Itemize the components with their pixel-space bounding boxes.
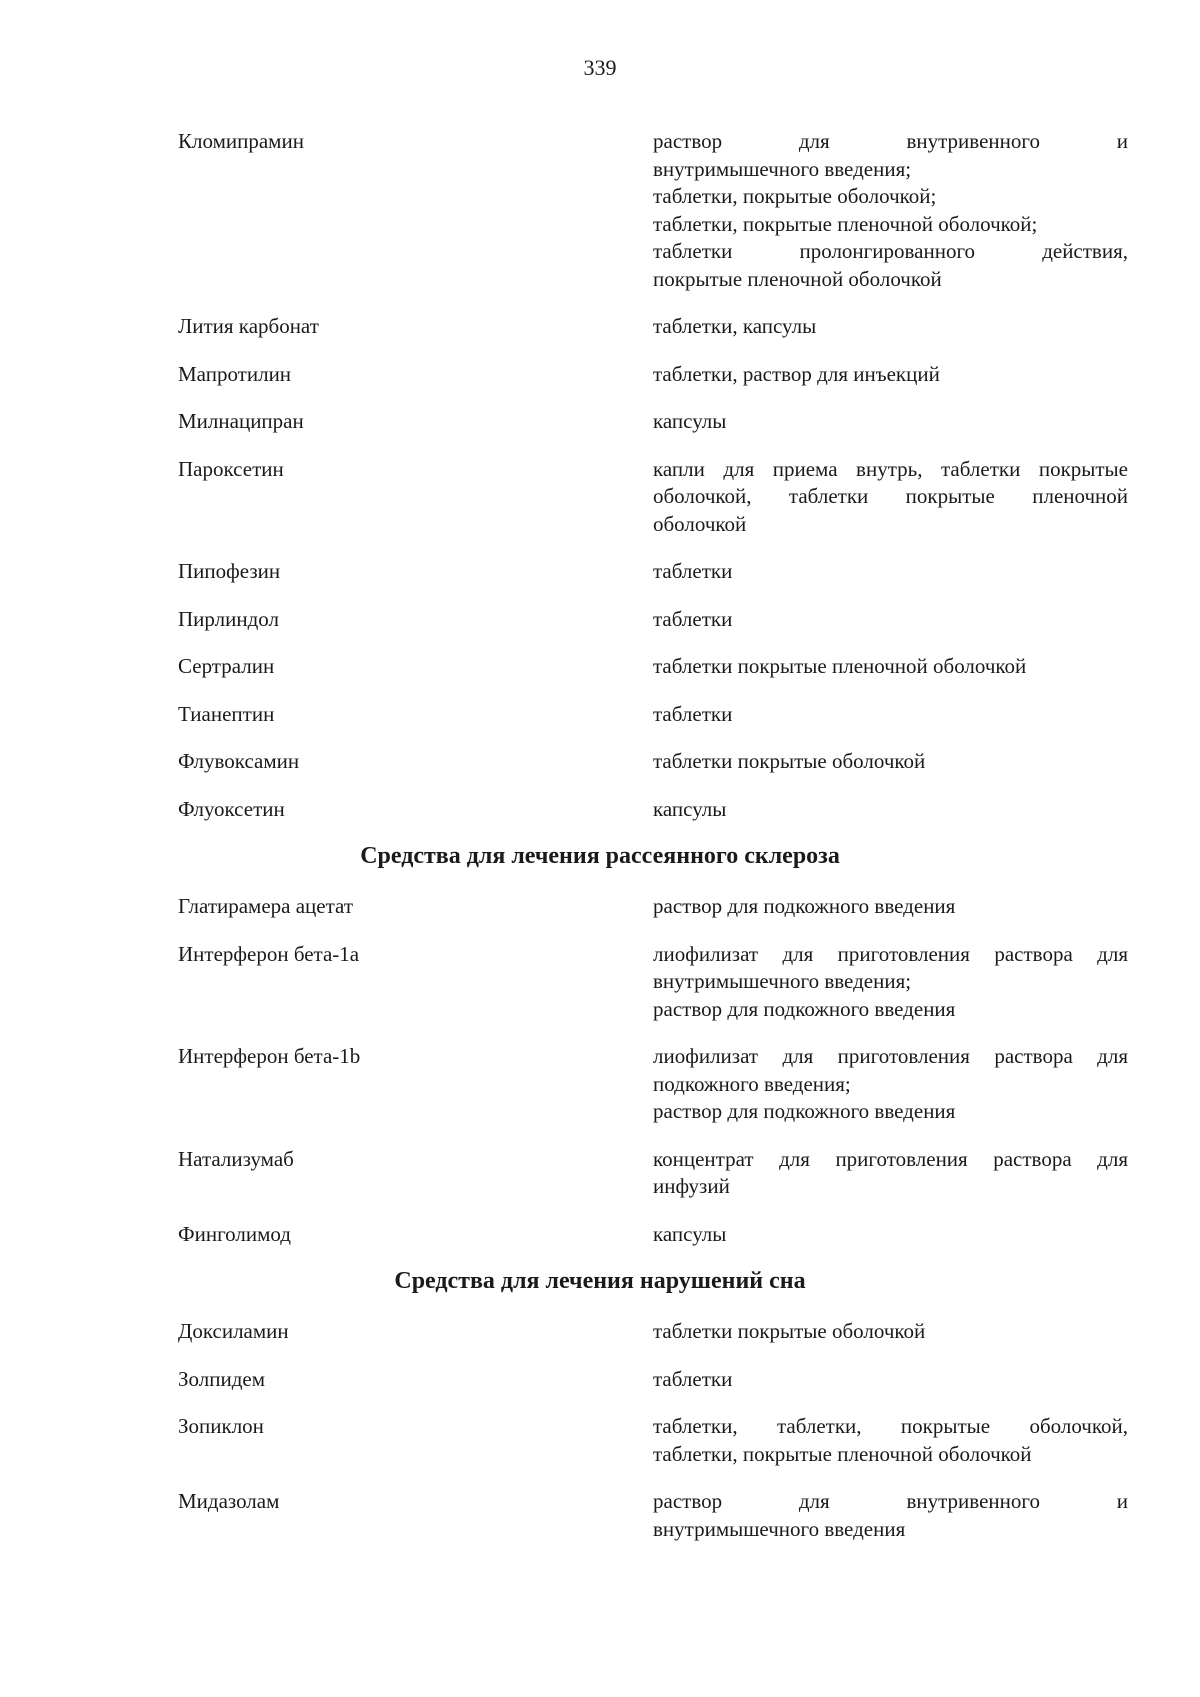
drug-name: Интерферон бета-1b xyxy=(178,1044,361,1068)
drug-name: Интерферон бета-1a xyxy=(178,941,360,966)
dosage-form-line: таблетки, раствор для инъекций xyxy=(653,361,940,386)
drug-name: Глатирамера ацетат xyxy=(178,894,354,918)
dosage-form-line: внутримышечного введения xyxy=(653,1516,906,1541)
dosage-form-line: капли для приема внутрь, таблетки покрытые xyxy=(653,456,1128,481)
drug-name: Пипофезин xyxy=(178,559,281,583)
drug-name: Финголимод xyxy=(178,1221,291,1246)
dosage-forms xyxy=(653,1366,1128,1394)
dosage-form-line: таблетки xyxy=(653,559,733,583)
dosage-form-line: покрытые пленочной оболочкой xyxy=(653,266,942,291)
dosage-form-line: таблетки xyxy=(653,606,733,631)
dosage-forms xyxy=(653,456,1128,539)
dosage-forms xyxy=(653,1146,1128,1201)
dosage-forms xyxy=(653,796,1128,824)
dosage-form-line: лиофилизат для приготовления раствора для xyxy=(653,1044,1128,1068)
dosage-form-line: внутримышечного введения; xyxy=(653,156,912,181)
page-number: 339 xyxy=(583,55,617,80)
drug-row xyxy=(178,1488,1128,1543)
dosage-form-line: таблетки, таблетки, покрытые оболочкой, xyxy=(653,1414,1128,1438)
drug-row xyxy=(178,653,1128,681)
drug-row xyxy=(178,1366,1128,1394)
dosage-forms xyxy=(653,1488,1128,1543)
dosage-form-line: оболочкой xyxy=(653,511,747,536)
dosage-forms xyxy=(653,701,1128,729)
drug-name: Золпидем xyxy=(178,1366,265,1391)
drug-name: Кломипрамин xyxy=(178,129,304,153)
dosage-forms xyxy=(653,128,1128,293)
drug-name: Тианептин xyxy=(178,701,275,726)
dosage-form-line: капсулы xyxy=(653,1221,727,1246)
drug-row xyxy=(178,1146,1128,1201)
drug-name: Доксиламин xyxy=(178,1319,289,1343)
dosage-forms xyxy=(653,1043,1128,1126)
dosage-form-line: таблетки покрытые оболочкой xyxy=(653,749,926,773)
dosage-form-line: капсулы xyxy=(653,796,727,821)
dosage-form-line: таблетки xyxy=(653,701,733,726)
drug-name: Лития карбонат xyxy=(178,314,319,338)
dosage-form-line: таблетки пролонгированного действия, xyxy=(653,239,1128,263)
dosage-forms xyxy=(653,653,1128,681)
section-title: Средства для лечения рассеянного склероза xyxy=(360,843,840,869)
drug-name: Сертралин xyxy=(178,654,275,678)
dosage-forms xyxy=(653,313,1128,341)
drug-row xyxy=(178,128,1128,293)
drug-row xyxy=(178,893,1128,921)
dosage-form-line: концентрат для приготовления раствора для xyxy=(653,1146,1128,1171)
dosage-forms xyxy=(653,408,1128,436)
drug-list xyxy=(178,128,1128,1563)
drug-name: Флуоксетин xyxy=(178,796,285,821)
dosage-form-line: раствор для подкожного введения xyxy=(653,1099,956,1123)
dosage-form-line: подкожного введения; xyxy=(653,1071,851,1096)
dosage-form-line: оболочкой, таблетки покрытые пленочной xyxy=(653,484,1128,508)
dosage-form-line: таблетки, покрытые пленочной оболочкой; xyxy=(653,211,1038,236)
drug-row xyxy=(178,1221,1128,1249)
drug-row xyxy=(178,701,1128,729)
dosage-form-line: капсулы xyxy=(653,409,727,433)
dosage-forms xyxy=(653,361,1128,389)
dosage-form-line: инфузий xyxy=(653,1174,730,1198)
dosage-forms xyxy=(653,941,1128,1024)
drug-row xyxy=(178,1043,1128,1126)
dosage-form-line: таблетки покрытые пленочной оболочкой xyxy=(653,654,1027,678)
drug-row xyxy=(178,1413,1128,1468)
drug-name: Мидазолам xyxy=(178,1489,280,1513)
dosage-forms xyxy=(653,1413,1128,1468)
drug-name: Натализумаб xyxy=(178,1146,294,1171)
dosage-form-line: таблетки покрытые оболочкой xyxy=(653,1319,926,1343)
drug-row xyxy=(178,558,1128,586)
dosage-form-line: таблетки xyxy=(653,1366,733,1391)
dosage-form-line: внутримышечного введения; xyxy=(653,969,912,993)
drug-row xyxy=(178,606,1128,634)
dosage-form-line: таблетки, покрытые пленочной оболочкой xyxy=(653,1441,1032,1466)
dosage-forms xyxy=(653,893,1128,921)
drug-row xyxy=(178,456,1128,539)
drug-row xyxy=(178,313,1128,341)
drug-name: Зопиклон xyxy=(178,1414,264,1438)
dosage-forms xyxy=(653,748,1128,776)
drug-name: Милнаципран xyxy=(178,409,304,433)
dosage-forms xyxy=(653,558,1128,586)
dosage-form-line: таблетки, капсулы xyxy=(653,314,817,338)
dosage-form-line: таблетки, покрытые оболочкой; xyxy=(653,184,937,208)
dosage-form-line: лиофилизат для приготовления раствора для xyxy=(653,941,1128,966)
dosage-form-line: раствор для внутривенного и xyxy=(653,129,1128,153)
drug-row xyxy=(178,941,1128,1024)
drug-row xyxy=(178,361,1128,389)
section-title: Средства для лечения нарушений сна xyxy=(394,1268,806,1294)
drug-name: Пароксетин xyxy=(178,456,284,481)
dosage-forms xyxy=(653,1221,1128,1249)
drug-row xyxy=(178,1318,1128,1346)
drug-name: Флувоксамин xyxy=(178,749,300,773)
drug-row xyxy=(178,748,1128,776)
drug-row xyxy=(178,796,1128,824)
dosage-form-line: раствор для внутривенного и xyxy=(653,1489,1128,1513)
drug-row xyxy=(178,408,1128,436)
drug-name: Мапротилин xyxy=(178,361,292,386)
dosage-forms xyxy=(653,606,1128,634)
dosage-form-line: раствор для подкожного введения xyxy=(653,894,956,918)
drug-name: Пирлиндол xyxy=(178,606,279,631)
dosage-form-line: раствор для подкожного введения xyxy=(653,996,956,1021)
dosage-forms xyxy=(653,1318,1128,1346)
